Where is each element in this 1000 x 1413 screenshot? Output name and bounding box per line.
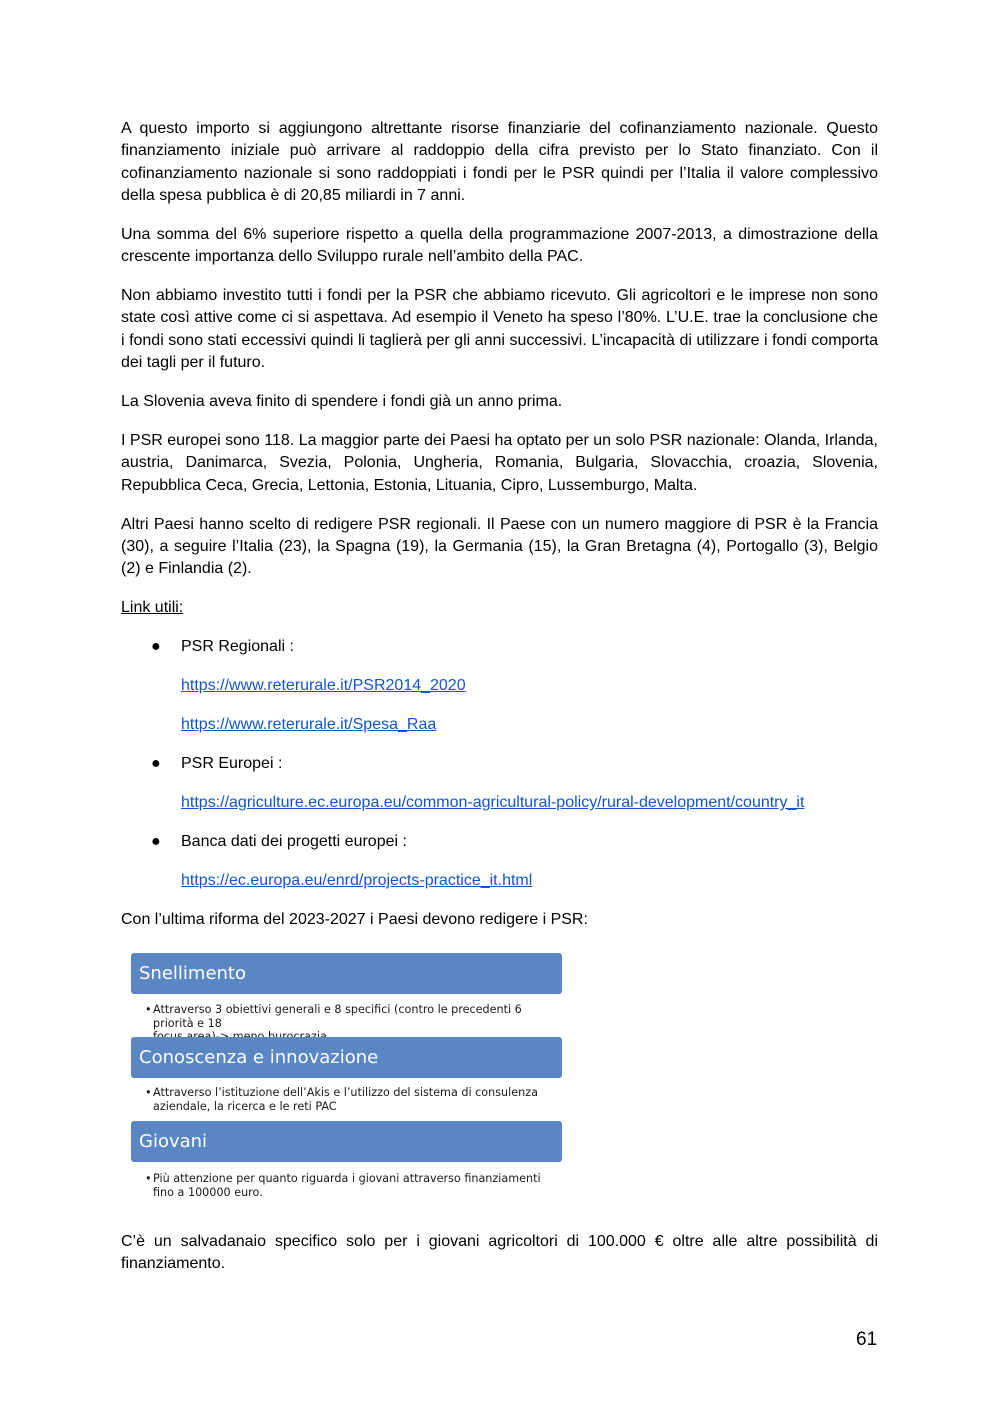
page-body xyxy=(121,118,878,948)
diagram-desc-line: Attraverso 3 obiettivi generali e 8 specifici (contro le precedenti 6 priorità e 18 xyxy=(153,1003,522,1030)
diagram-desc-line: Più attenzione per quanto riguarda i giovani attraverso finanziamenti xyxy=(153,1172,541,1185)
diagram-bar-snellimento: Snellimento xyxy=(131,953,562,994)
paragraph-fondi-non-investiti: Non abbiamo investito tutti i fondi per la PSR che abbiamo ricevuto. Gli agricoltori e le imprese non sono state così attive come ci si aspettava. Ad esempio il Veneto ha speso l’80%. L’U.E. trae la conclusione che i fondi sono stati eccessivi quindi li taglierà per gli anni successivi. L’incapacità di utilizzare i fondi comporta dei tagli per il futuro. xyxy=(121,287,878,372)
bullet-icon: ● xyxy=(151,755,161,773)
link-row xyxy=(121,792,878,814)
bullet-icon: ● xyxy=(151,638,161,656)
link-row xyxy=(121,870,878,892)
diagram-desc-line: aziendale, la ricerca e le reti PAC xyxy=(153,1099,337,1113)
paragraph-cofinanziamento: A questo importo si aggiungono altrettante risorse finanziarie del cofinanziamento nazionale. Questo finanziamento iniziale può arrivare al raddoppio della cifra previsto per lo Stato finanziato. Con il cofinanziamento nazionale si sono raddoppiati i fondi per le PSR quindi per l’Italia il valore complessivo della spesa pubblica è di 20,85 miliardi in 7 anni. xyxy=(121,120,878,204)
link-reterurale-spesa-raa[interactable]: https://www.reterurale.it/Spesa_Raa xyxy=(181,716,437,734)
page-number: 61 xyxy=(856,1329,878,1350)
link-agriculture-rural-development[interactable]: https://agriculture.ec.europa.eu/common-agricultural-policy/rural-development/country_it xyxy=(181,794,805,812)
bullet-icon: • xyxy=(145,1086,152,1099)
diagram-bar-conoscenza-innovazione: Conoscenza e innovazione xyxy=(131,1037,562,1078)
list-item-banca-dati xyxy=(121,831,878,853)
list-item-label: PSR Europei : xyxy=(181,755,283,773)
link-reterurale-psr2014-2020[interactable]: https://www.reterurale.it/PSR2014_2020 xyxy=(181,677,466,695)
reform-diagram xyxy=(131,953,563,1203)
paragraph-psr-regionali: Altri Paesi hanno scelto di redigere PSR regionali. Il Paese con un numero maggiore di PSR è la Francia (30), a seguire l’Italia (23), la Spagna (19), la Germania (15), la Gran Bretagna (4), Portogallo (3), Belgio (2) e Finlandia (2). xyxy=(121,515,878,578)
bullet-icon: • xyxy=(145,1003,152,1016)
diagram-desc-giovani xyxy=(143,1172,563,1199)
bullet-icon: ● xyxy=(151,833,161,851)
bullet-icon: • xyxy=(145,1172,152,1185)
paragraph-salvadanaio: C’è un salvadanaio specifico solo per i giovani agricoltori di 100.000 € oltre alle altre possibilità di finanziamento. xyxy=(121,1233,878,1273)
diagram-bar-giovani: Giovani xyxy=(131,1121,562,1162)
links-heading: Link utili: xyxy=(121,599,184,617)
link-row xyxy=(121,675,878,697)
link-enrd-projects-practice[interactable]: https://ec.europa.eu/enrd/projects-practice_it.html xyxy=(181,872,533,890)
paragraph-riforma: Con l’ultima riforma del 2023-2027 i Paesi devono redigere i PSR: xyxy=(121,911,588,929)
paragraph-somma: Una somma del 6% superiore rispetto a quella della programmazione 2007-2013, a dimostrazione della crescente importanza dello Sviluppo rurale nell’ambito della PAC. xyxy=(121,225,878,266)
paragraph-slovenia: La Slovenia aveva finito di spendere i fondi già un anno prima. xyxy=(121,393,563,411)
list-item-psr-europei xyxy=(121,753,878,775)
paragraph-psr-europei: I PSR europei sono 118. La maggior parte dei Paesi ha optato per un solo PSR nazionale: Olanda, Irlanda, austria, Danimarca, Svezia, Polonia, Ungheria, Romania, Bulgaria, Slovacchia, croazia, Slovenia, Repubblica Ceca, Grecia, Lettonia, Estonia, Lituania, Cipro, Lussemburgo, Malta. xyxy=(121,432,878,494)
diagram-desc-conoscenza-innovazione xyxy=(143,1086,563,1113)
list-item-label: Banca dati dei progetti europei : xyxy=(181,833,407,851)
list-item-psr-regionali xyxy=(121,636,878,658)
list-item-label: PSR Regionali : xyxy=(181,638,294,656)
link-row xyxy=(121,714,878,736)
diagram-desc-line: Attraverso l’istituzione dell’Akis e l’utilizzo del sistema di consulenza xyxy=(153,1086,538,1099)
diagram-desc-line: fino a 100000 euro. xyxy=(153,1185,263,1199)
